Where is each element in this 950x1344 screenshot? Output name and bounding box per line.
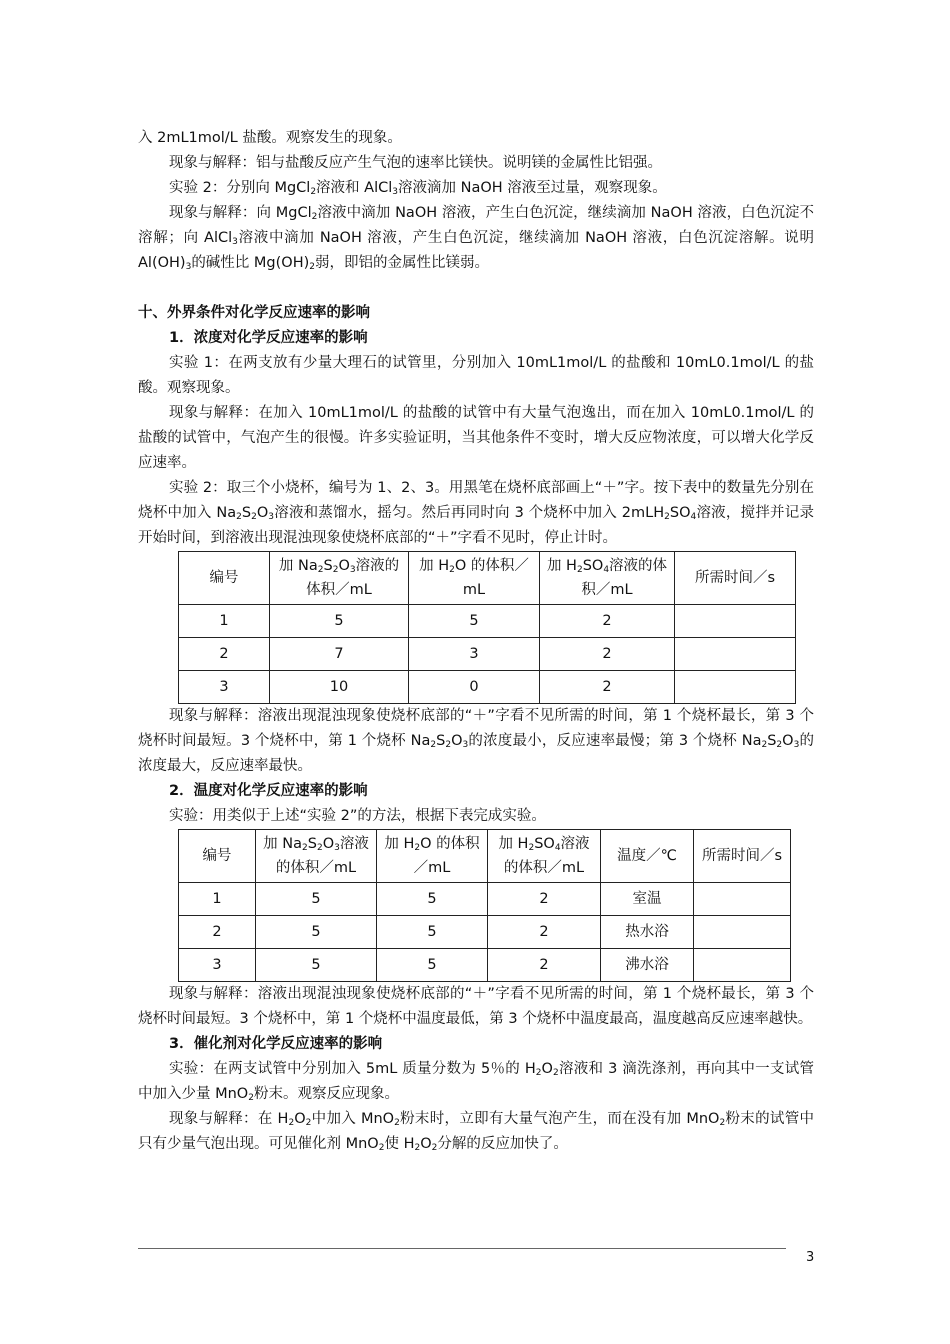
cell-time <box>675 605 796 638</box>
paragraph: 实验 2：取三个小烧杯，编号为 1、2、3。用黑笔在烧杯底部画上“＋”字。按下表中的数量先分别在烧杯中加入 $Na_2S_2O_3$溶液和蒸馏水，摇匀。然后再同时向 3 个烧杯中加入 $2mLH_2SO_4$溶液，搅拌并记录开始时间，到溶液出现混浊现象使烧杯底部的“＋”字看不见时，停止计时。 <box>138 480 814 546</box>
section-heading: 十、外界条件对化学反应速率的影响 <box>138 305 370 321</box>
cell-na2s2o3: 5 <box>270 605 409 638</box>
cell-time <box>694 916 791 949</box>
header-h2so4-volume: 加 $H_2SO_4$溶液的体积／mL <box>540 552 675 605</box>
cell-time <box>694 883 791 916</box>
table-row <box>179 638 796 671</box>
paragraph: 现象与解释：向 MgCl$_2$溶液中滴加 NaOH 溶液，产生白色沉淀，继续滴加 NaOH 溶液，白色沉淀不溶解；向 AlCl$_3$溶液中滴加 NaOH 溶液，产生白色沉淀，继续滴加 NaOH 溶液，白色沉淀溶解。说明 $Al(OH)_3$的碱性比 $Mg(OH)_2$弱，即铝的金属性比镁弱。 <box>138 205 815 272</box>
subsection-heading: 2．温度对化学反应速率的影响 <box>169 783 368 799</box>
cell-water: 5 <box>377 949 488 982</box>
paragraph: 现象与解释：溶液出现混浊现象使烧杯底部的“＋”字看不见所需的时间，第 1 个烧杯最长，第 3 个烧杯时间最短。3 个烧杯中，第 1 个烧杯 $Na_2S_2O_3$的浓度最小，反应速率最慢；第 3 个烧杯 $Na_2S_2O_3$的浓度最大，反应速率最快。 <box>138 708 815 774</box>
cell-water: 5 <box>409 605 540 638</box>
cell-na2s2o3: 5 <box>256 916 377 949</box>
concentration-table <box>178 551 796 704</box>
paragraph: 入 2mL1mol/L 盐酸。观察发生的现象。 <box>138 130 402 146</box>
cell-number: 1 <box>179 883 256 916</box>
cell-na2s2o3: 5 <box>256 949 377 982</box>
cell-water: 5 <box>377 883 488 916</box>
cell-number: 2 <box>179 638 270 671</box>
temperature-table <box>178 829 791 982</box>
cell-na2s2o3: 10 <box>270 671 409 704</box>
header-time: 所需时间／s <box>694 830 791 883</box>
table-row <box>179 671 796 704</box>
footer-divider <box>138 1248 786 1249</box>
cell-h2so4: 2 <box>488 916 601 949</box>
cell-temperature: 热水浴 <box>601 916 694 949</box>
document-body <box>138 126 814 1157</box>
cell-time <box>694 949 791 982</box>
cell-temperature: 沸水浴 <box>601 949 694 982</box>
subsection-heading: 3．催化剂对化学反应速率的影响 <box>169 1036 383 1052</box>
table-row <box>179 883 791 916</box>
paragraph: 实验：用类似于上述“实验 2”的方法，根据下表完成实验。 <box>169 808 546 824</box>
header-number: 编号 <box>179 830 256 883</box>
paragraph: 实验 1：在两支放有少量大理石的试管里，分别加入 10mL1mol/L 的盐酸和 10mL0.1mol/L 的盐酸。观察现象。 <box>138 355 814 396</box>
cell-time <box>675 638 796 671</box>
subsection-heading: 1．浓度对化学反应速率的影响 <box>169 330 368 346</box>
page-number: 3 <box>806 1250 815 1265</box>
cell-time <box>675 671 796 704</box>
table-row <box>179 949 791 982</box>
header-na2s2o3-volume: 加 $Na_2S_2O_3$溶液的体积／mL <box>270 552 409 605</box>
cell-h2so4: 2 <box>488 883 601 916</box>
cell-number: 3 <box>179 671 270 704</box>
cell-h2so4: 2 <box>488 949 601 982</box>
paragraph: 实验：在两支试管中分别加入 5mL 质量分数为 5％的 $H_2O_2$溶液和 3 滴洗涤剂，再向其中一支试管中加入少量 MnO$_2$粉末。观察反应现象。 <box>138 1061 814 1103</box>
table-row <box>179 605 796 638</box>
header-temperature: 温度／℃ <box>601 830 694 883</box>
paragraph: 现象与解释：溶液出现混浊现象使烧杯底部的“＋”字看不见所需的时间，第 1 个烧杯最长，第 3 个烧杯时间最短。3 个烧杯中，第 1 个烧杯中温度最低，第 3 个烧杯中温度最高，温度越高反应速率越快。 <box>138 986 814 1027</box>
cell-na2s2o3: 7 <box>270 638 409 671</box>
cell-water: 5 <box>377 916 488 949</box>
paragraph: 现象与解释：在加入 10mL1mol/L 的盐酸的试管中有大量气泡逸出，而在加入 10mL0.1mol/L 的盐酸的试管中，气泡产生的很慢。许多实验证明，当其他条件不变时，增大反应物浓度，可以增大化学反应速率。 <box>138 405 814 471</box>
cell-water: 0 <box>409 671 540 704</box>
header-water-volume: 加 $H_2O$ 的体积／mL <box>377 830 488 883</box>
header-number: 编号 <box>179 552 270 605</box>
cell-h2so4: 2 <box>540 671 675 704</box>
cell-na2s2o3: 5 <box>256 883 377 916</box>
table-row <box>179 916 791 949</box>
cell-temperature: 室温 <box>601 883 694 916</box>
paragraph: 现象与解释：铝与盐酸反应产生气泡的速率比镁快。说明镁的金属性比铝强。 <box>169 155 662 171</box>
header-water-volume: 加 $H_2O$ 的体积／mL <box>409 552 540 605</box>
header-h2so4-volume: 加 $H_2SO_4$溶液的体积／mL <box>488 830 601 883</box>
cell-number: 3 <box>179 949 256 982</box>
header-na2s2o3-volume: 加 $Na_2S_2O_3$溶液的体积／mL <box>256 830 377 883</box>
paragraph: 现象与解释：在 $H_2O_2$中加入 MnO$_2$粉末时，立即有大量气泡产生，而在没有加 MnO$_2$粉末的试管中只有少量气泡出现。可见催化剂 MnO$_2$使 $H_2O_2$分解的反应加快了。 <box>138 1111 814 1153</box>
cell-water: 3 <box>409 638 540 671</box>
cell-number: 2 <box>179 916 256 949</box>
cell-number: 1 <box>179 605 270 638</box>
cell-h2so4: 2 <box>540 605 675 638</box>
header-time: 所需时间／s <box>675 552 796 605</box>
paragraph: 实验 2：分别向 MgCl$_2$溶液和 AlCl$_3$溶液滴加 NaOH 溶液至过量，观察现象。 <box>169 180 667 197</box>
cell-h2so4: 2 <box>540 638 675 671</box>
